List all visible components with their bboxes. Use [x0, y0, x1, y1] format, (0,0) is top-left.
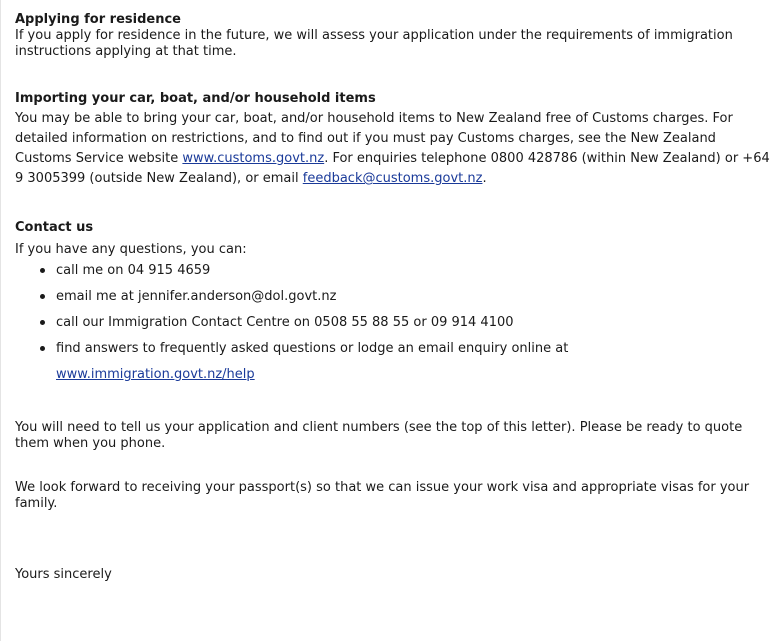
contact-heading: Contact us — [15, 220, 94, 235]
bullet-icon — [40, 294, 45, 299]
contact-item-contact-centre — [15, 310, 771, 336]
contact-item-online — [15, 336, 771, 388]
contact-intro: If you have any questions, you can: — [15, 242, 247, 257]
bullet-icon — [40, 268, 45, 273]
contact-item-text: call our Immigration Contact Centre on 0508 55 88 55 or 09 914 4100 — [56, 315, 514, 330]
contact-section — [15, 220, 771, 388]
contact-item-text: call me on 04 915 4659 — [56, 263, 211, 278]
contact-item-phone — [15, 258, 771, 284]
application-numbers-paragraph: You will need to tell us your application and client numbers (see the top of this letter). Please be ready to quote them when you phone. — [15, 420, 743, 451]
customs-website-link[interactable]: www.customs.govt.nz — [182, 151, 325, 166]
residence-body: If you apply for residence in the future, we will assess your application under the requirements of immigration instructions applying at that time. — [15, 28, 733, 59]
bullet-icon — [40, 320, 45, 325]
immigration-help-link[interactable]: www.immigration.govt.nz/help — [56, 367, 255, 382]
letter-content — [15, 12, 771, 583]
residence-section — [15, 12, 771, 60]
contact-item-email — [15, 284, 771, 310]
passport-paragraph: We look forward to receiving your passport(s) so that we can issue your work visa and appropriate visas for your family. — [15, 480, 750, 511]
importing-body-part3: . — [482, 171, 487, 186]
importing-body — [15, 109, 771, 189]
importing-heading: Importing your car, boat, and/or household items — [15, 91, 376, 106]
residence-heading: Applying for residence — [15, 12, 181, 27]
importing-body-part2: . For enquiries telephone 0800 428786 (within New Zealand) or +64 9 3005399 (outside New Zealand), or email — [15, 151, 770, 186]
contact-item-text: find answers to frequently asked questions or lodge an email enquiry online at — [56, 341, 569, 356]
contact-list — [15, 258, 771, 388]
bullet-icon — [40, 346, 45, 351]
contact-item-subline — [56, 362, 771, 388]
importing-body-part1: You may be able to bring your car, boat, and/or household items to New Zealand free of Customs charges. For detailed information on restrictions, and to find out if you must pay Customs charges, see the New Zealand Customs Service website — [15, 111, 733, 166]
importing-section — [15, 91, 771, 189]
sign-off: Yours sincerely — [15, 567, 112, 582]
customs-feedback-email-link[interactable]: feedback@customs.govt.nz — [302, 171, 483, 186]
contact-item-text: email me at jennifer.anderson@dol.govt.nz — [56, 289, 337, 304]
